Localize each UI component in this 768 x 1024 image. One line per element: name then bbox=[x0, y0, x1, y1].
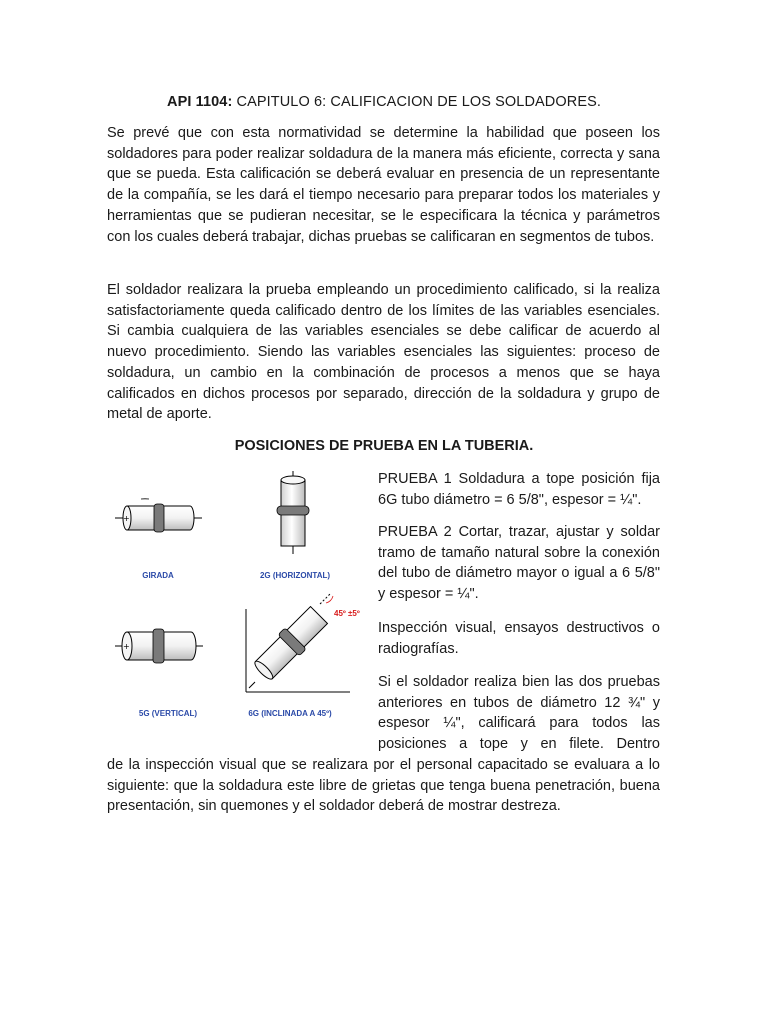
svg-text:+: + bbox=[123, 514, 130, 523]
pipe-2g-horizontal-icon bbox=[277, 471, 309, 554]
pipe-girada-icon bbox=[115, 499, 202, 532]
paragraph-prueba-2: PRUEBA 2 Cortar, trazar, ajustar y soldar tramo de tamaño natural sobre la conexión del tubo de diámetro mayor o igual a 6 5/8" y espesor = ¼". bbox=[378, 524, 660, 603]
paragraph-procedure: El soldador realizara la prueba empleando un procedimiento calificado, si la realiza satisfactoriamente queda calificado dentro de los límites de las variables esenciales. Si cambia cualquiera de las variables esenciales se debe calificar de acuerdo al nuevo procedimiento. Siendo las variables esenciales las siguientes: proceso de soldadura, un cambio en la combinación de procesos a menos que se haya calificados en dichos procesos por separado, dirección de la soldadura y grupo de metal de aporte. bbox=[107, 282, 660, 423]
label-girada: GIRADA bbox=[142, 571, 174, 580]
pipe-6g-inclined-icon bbox=[246, 593, 350, 692]
label-6g: 6G (INCLINADA A 45º) bbox=[248, 709, 332, 718]
test-positions-figure bbox=[105, 466, 370, 728]
page-title bbox=[0, 92, 768, 112]
title-rest: CAPITULO 6: CALIFICACION DE LOS SOLDADORES. bbox=[232, 94, 601, 110]
pipe-positions-illustration bbox=[105, 466, 370, 728]
label-5g: 5G (VERTICAL) bbox=[138, 709, 198, 718]
label-2g: 2G (HORIZONTAL) bbox=[259, 571, 331, 580]
paragraph-inspeccion: Inspección visual, ensayos destructivos o radiografías. bbox=[378, 620, 660, 657]
paragraph-calificacion: Si el soldador realiza bien las dos pruebas anteriores en tubos de diámetro 12 ¾" y espesor ¼", calificará para todos las posiciones a tope y en filete. Dentro bbox=[378, 674, 660, 753]
paragraph-intro: Se prevé que con esta normatividad se determine la habilidad que poseen los soldadores para poder realizar soldadura de la manera más eficiente, correcta y sana que se pueda. Esta calificación se deberá evaluar en presencia de un representante de la compañía, se les dará el tiempo necesario para preparar todos los materiales y herramientas que se pudieran necesitar, se le especificara la técnica y parámetros con los cuales deberá trabajar, dichas pruebas se calificaran en segmentos de tubos. bbox=[107, 125, 660, 245]
label-angle: 45º ±5º bbox=[334, 609, 360, 618]
paragraph-prueba-1: PRUEBA 1 Soldadura a tope posición fija 6G tubo diámetro = 6 5/8", espesor = ¼". bbox=[378, 471, 660, 508]
section-title: POSICIONES DE PRUEBA EN LA TUBERIA. bbox=[234, 438, 534, 454]
svg-text:+: + bbox=[123, 642, 130, 651]
paragraph-closing: de la inspección visual que se realizara por el personal capacitado se evaluara a lo siguiente: que la soldadura este libre de grietas que tenga buena penetración, buena presentación, sin quemones y el soldador deberá de mostrar destreza. bbox=[107, 757, 660, 815]
title-bold: API 1104: bbox=[167, 94, 233, 110]
pipe-5g-vertical-icon bbox=[115, 629, 203, 663]
